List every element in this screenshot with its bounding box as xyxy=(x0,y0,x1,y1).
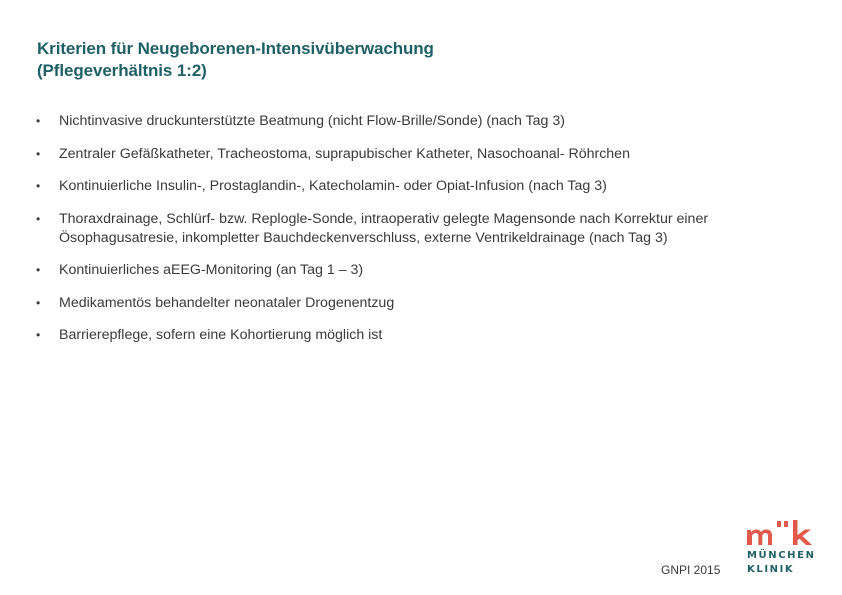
bullet-item xyxy=(36,145,826,164)
bullet-dot: • xyxy=(36,146,41,161)
bullet-dot: • xyxy=(36,295,41,310)
title-line-1: Kriterien für Neugeborenen-Intensivüberwachung xyxy=(37,39,434,58)
bullet-text-continuation: Ösophagusatresie, inkompletter Bauchdeckenverschluss, externe Ventrikeldrainage (nach Tag 3) xyxy=(59,229,668,246)
slide-title xyxy=(37,38,797,82)
bullet-text: Zentraler Gefäßkatheter, Tracheostoma, suprapubischer Katheter, Nasochoanal- Röhrchen xyxy=(59,145,630,162)
bullet-item xyxy=(36,210,826,248)
bullet-text: Nichtinvasive druckunterstützte Beatmung (nicht Flow-Brille/Sonde) (nach Tag 3) xyxy=(59,113,565,129)
logo-text-klinik: KLINIK xyxy=(747,564,795,575)
bullet-item xyxy=(36,294,826,313)
bullet-dot: • xyxy=(36,263,41,277)
bullet-text: Barrierepflege, sofern eine Kohortierung möglich ist xyxy=(59,327,383,343)
bullet-item xyxy=(36,326,826,345)
bullet-dot: • xyxy=(36,114,41,128)
bullet-text: Medikamentös behandelter neonataler Drogenentzug xyxy=(59,294,395,311)
bullet-text: Kontinuierliche Insulin-, Prostaglandin-, Katecholamin- oder Opiat-Infusion (nach Tag 3) xyxy=(59,178,607,194)
bullet-dot: • xyxy=(36,328,41,342)
logo-mark-icon xyxy=(744,518,816,548)
bullet-item xyxy=(36,177,826,196)
bullet-text: Kontinuierliches aEEG-Monitoring (an Tag 1 – 3) xyxy=(59,262,364,278)
bullet-item xyxy=(36,261,826,280)
bullet-dot: • xyxy=(36,211,41,226)
bullet-text: Thoraxdrainage, Schlürf- bzw. Replogle-Sonde, intraoperativ gelegte Magensonde nach Korrektur einer xyxy=(59,210,709,227)
bullet-list xyxy=(36,112,826,359)
muenchen-klinik-logo xyxy=(744,518,816,580)
bullet-item xyxy=(36,112,826,131)
title-line-2: (Pflegeverhältnis 1:2) xyxy=(37,61,207,80)
footer-source: GNPI 2015 xyxy=(661,563,721,577)
bullet-dot: • xyxy=(36,179,41,193)
logo-text-muenchen: MÜNCHEN xyxy=(747,550,816,561)
